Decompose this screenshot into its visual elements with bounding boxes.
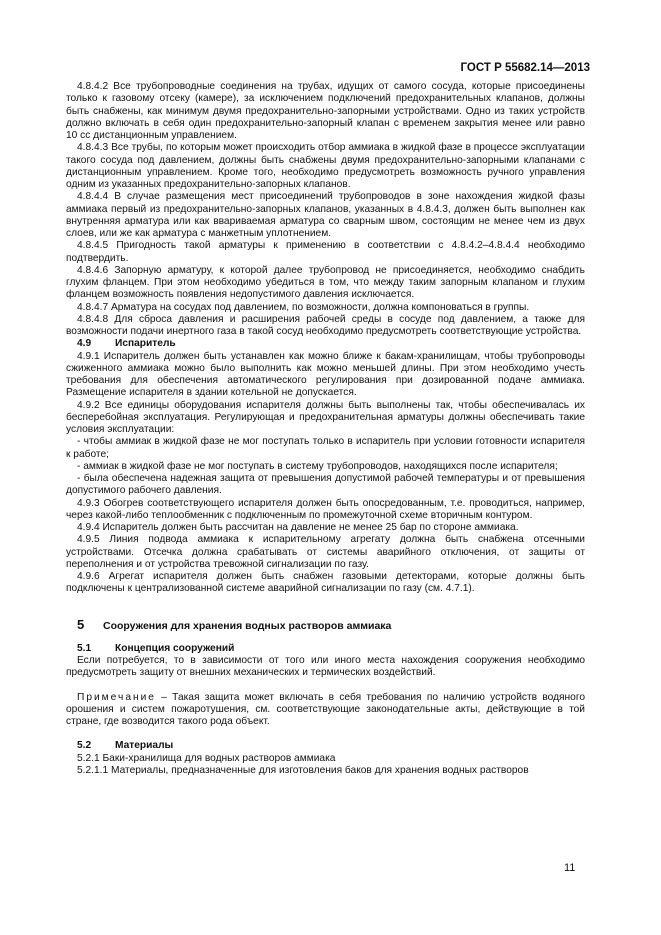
section-number: 5 [77, 616, 85, 632]
paragraph-4-8-4-3: 4.8.4.3 Все трубы, по которым может происходить отбор аммиака в жидкой фазе в процессе эксплуатации такого сосуда под давлением, должны быть снабжены двумя предохранительно-запорными клапанами с дистанционным управлением. Кроме того, необходимо предусмотреть возможность ручного управления одним из указанных предохранительно-запорных клапанов. [66, 142, 585, 190]
list-item: - чтобы аммиак в жидкой фазе не мог поступать только в испаритель при условии готовности испарителя к работе; [66, 436, 585, 460]
paragraph-4-9-3: 4.9.3 Обогрев соответствующего испарителя должен быть опосредованным, т.е. проводиться, например, через какой-либо теплообменник с подключенным по промежуточной схеме вторичным контуром. [66, 497, 585, 521]
paragraph-4-9-4: 4.9.4 Испаритель должен быть рассчитан на давление не менее 25 бар по стороне аммиака. [77, 522, 519, 533]
note-text: – Такая защита может включать в себя требования по наличию устройств водяного орошения и систем пожаротушения, см. соответствующие законодательные акты, действующие в той стране, где возводится такого рода объект. [66, 691, 585, 727]
paragraph-4-9-1: 4.9.1 Испаритель должен быть устанавлен как можно ближе к бакам-хранилищам, чтобы трубопроводы сжиженного аммиака можно было выполнить как можно меньшей длины. При этом необходимо учесть требования для обеспечения автоматического регулирования при дозированной подаче аммиака. Размещение испарителя в здании котельной не допускается. [66, 350, 585, 399]
paragraph-5-2-1: 5.2.1 Баки-хранилища для водных растворов аммиака [77, 752, 336, 764]
section-title: Испаритель [115, 338, 176, 350]
section-title: Материалы [115, 740, 174, 752]
page-number: 11 [564, 862, 576, 874]
paragraph-4-8-4-8: 4.8.4.8 Для сброса давления и расширения рабочей среды в сосуде под давлением, а также для возможности подачи инертного газа в такой сосуд необходимо предусмотреть соответствующие устройства. [66, 313, 585, 337]
paragraph-5-1: Если потребуется, то в зависимости от того или иного места нахождения сооружения необходимо предусмотреть защиту от внешних механических и термических воздействий. [66, 655, 585, 679]
list-item: - была обеспечена надежная защита от превышения допустимой рабочей температуры и от превышения допустимого рабочего давления. [66, 473, 585, 497]
paragraph-4-8-4-4: 4.8.4.4 В случае размещения мест присоединений трубопроводов в зоне нахождения жидкой фазы аммиака первый из предохранительно-запорных клапанов, указанных в 4.8.4.3, должен быть выполнен как внутренняя арматура или как ввариваемая арматура со сварным швом, состоящим не менее чем из двух слоев, или же как арматура с манжетным уплотнением. [66, 191, 585, 239]
note-label: Примечание [77, 691, 156, 703]
section-number: 4.9 [77, 338, 92, 350]
paragraph-4-8-4-2: 4.8.4.2 Все трубопроводные соединения на трубах, идущих от самого сосуда, которые присоединены только к газовому отсеку (камере), за исключением подключений предохранительных клапанов, должны быть снабжены, как минимум двумя предохранительно-запорными устройствами. Одно из таких устройств должно включать в себя один предохранительно-запорный клапан с временем закрытия менее или равно 10 сс дистанционным управлением. [66, 81, 585, 141]
section-number: 5.2 [77, 740, 92, 752]
paragraph-4-9-2: 4.9.2 Все единицы оборудования испарителя должны быть выполнены так, чтобы обеспечивалась их бесперебойная эксплуатация. Регулирующая и предохранительная арматуры должны обеспечивать такие условия эксплуатации: [66, 399, 585, 435]
paragraph-4-8-4-6: 4.8.4.6 Запорную арматуру, к которой далее трубопровод не присоединяется, необходимо снабдить глухим фланцем. При этом необходимо убедиться в том, что между таким запорным клапаном и глухим фланцем возможность появления недопустимого давления исключается. [66, 264, 585, 301]
standard-designation: ГОСТ Р 55682.14—2013 [460, 62, 590, 74]
paragraph-4-9-5: 4.9.5 Линия подвода аммиака к испарительному агрегату должна быть снабжена отсечными устройствами. Отсечка должна срабатывать от системы аварийного отключения, от защиты от переполнения и от устройства тревожной сигнализации по газу. [66, 534, 585, 570]
document-body [66, 81, 585, 777]
paragraph-5-2-1-1: 5.2.1.1 Материалы, предназначенные для изготовления баков для хранения водных растворов [77, 764, 529, 776]
section-title: Сооружения для хранения водных растворов аммиака [103, 619, 392, 632]
paragraph-4-8-4-7: 4.8.4.7 Арматура на сосудах под давлением, по возможности, должна компоноваться в группы. [77, 301, 530, 313]
section-heading-5-1 [66, 643, 585, 655]
paragraph-4-9-6: 4.9.6 Агрегат испарителя должен быть снабжен газовыми детекторами, которые должны быть подключены к централизованной системе аварийной сигнализации по газу (см. 4.7.1). [66, 571, 585, 595]
section-heading-5 [66, 616, 585, 632]
note [66, 692, 585, 729]
list-item: - аммиак в жидкой фазе не мог поступать в систему трубопроводов, находящихся после испарителя; [77, 460, 558, 472]
section-title: Концепция сооружений [115, 642, 235, 654]
section-heading-4-9 [66, 338, 585, 350]
paragraph-4-8-4-5: 4.8.4.5 Пригодность такой арматуры к применению в соответствии с 4.8.4.2–4.8.4.4 необходимо подтвердить. [66, 240, 585, 264]
section-heading-5-2 [66, 740, 585, 752]
section-number: 5.1 [77, 642, 92, 654]
